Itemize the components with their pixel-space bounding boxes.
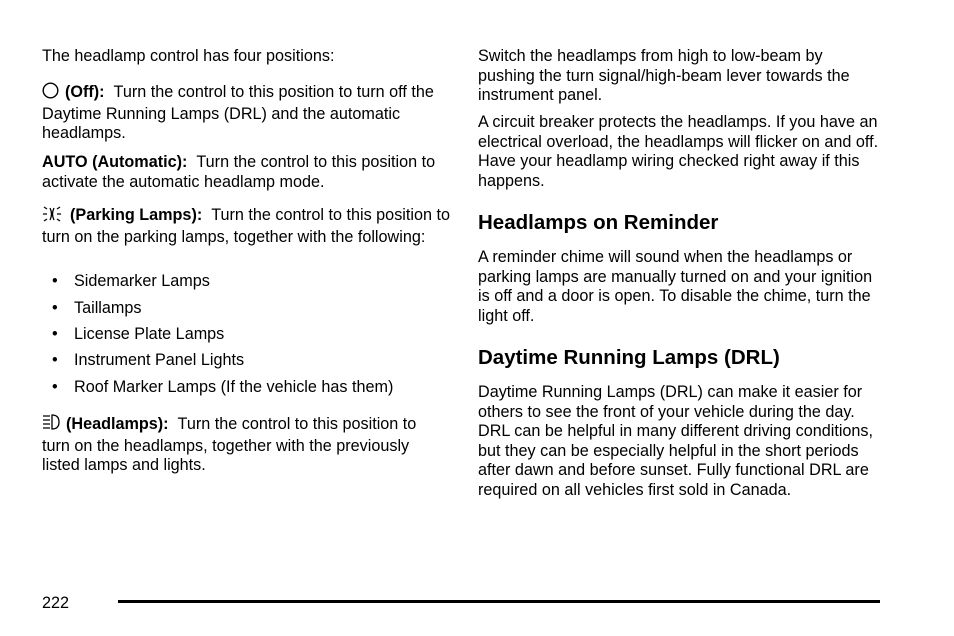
headlamps-paragraph: [42, 413, 447, 476]
off-paragraph: [42, 82, 442, 144]
parking-text: Turn the control to this position to turn on the parking lamps, together with the following:: [42, 206, 450, 246]
circle-icon: [42, 82, 59, 105]
footer-rule: [118, 600, 880, 603]
headlamps-label: (Headlamps):: [66, 415, 169, 433]
drl-paragraph: Daytime Running Lamps (DRL) can make it easier for others to see the front of your vehicle during the day. DRL can be helpful in many different driving conditions, but they can be especially helpful in the short periods after dawn and before sunset. Fully functional DRL are required on all vehicles first sold in Canada.: [478, 383, 874, 499]
section-heading-reminder: Headlamps on Reminder: [478, 211, 719, 234]
off-text: Turn the control to this position to turn off the Daytime Running Lamps (DRL) and the automatic headlamps.: [42, 83, 434, 142]
reminder-paragraph: A reminder chime will sound when the headlamps or parking lamps are manually turned on and your ignition is off and a door is open. To disable the chime, turn the light off.: [478, 248, 873, 325]
high-low-beam-paragraph: Switch the headlamps from high to low-beam by pushing the turn signal/high-beam lever towards the instrument panel.: [478, 47, 850, 104]
auto-text: Turn the control to this position to activate the automatic headlamp mode.: [42, 153, 436, 191]
auto-paragraph: [42, 153, 452, 192]
parking-label: (Parking Lamps):: [70, 206, 203, 224]
auto-label: AUTO (Automatic):: [42, 153, 188, 171]
parking-lamps-icon: [42, 206, 64, 228]
headlamp-icon: [42, 413, 60, 437]
off-label: (Off):: [65, 83, 105, 101]
page-number: 222: [42, 594, 70, 612]
headlamps-text: Turn the control to this position to turn on the headlamps, together with the previously listed lamps and lights.: [42, 415, 417, 474]
section-heading-drl: Daytime Running Lamps (DRL): [478, 346, 780, 369]
parking-paragraph: [42, 206, 452, 247]
intro-text: The headlamp control has four positions:: [42, 47, 335, 65]
circuit-breaker-paragraph: A circuit breaker protects the headlamps. If you have an electrical overload, the headlamps will flicker on and off. Have your headlamp wiring checked right away if this happens.: [478, 113, 879, 190]
